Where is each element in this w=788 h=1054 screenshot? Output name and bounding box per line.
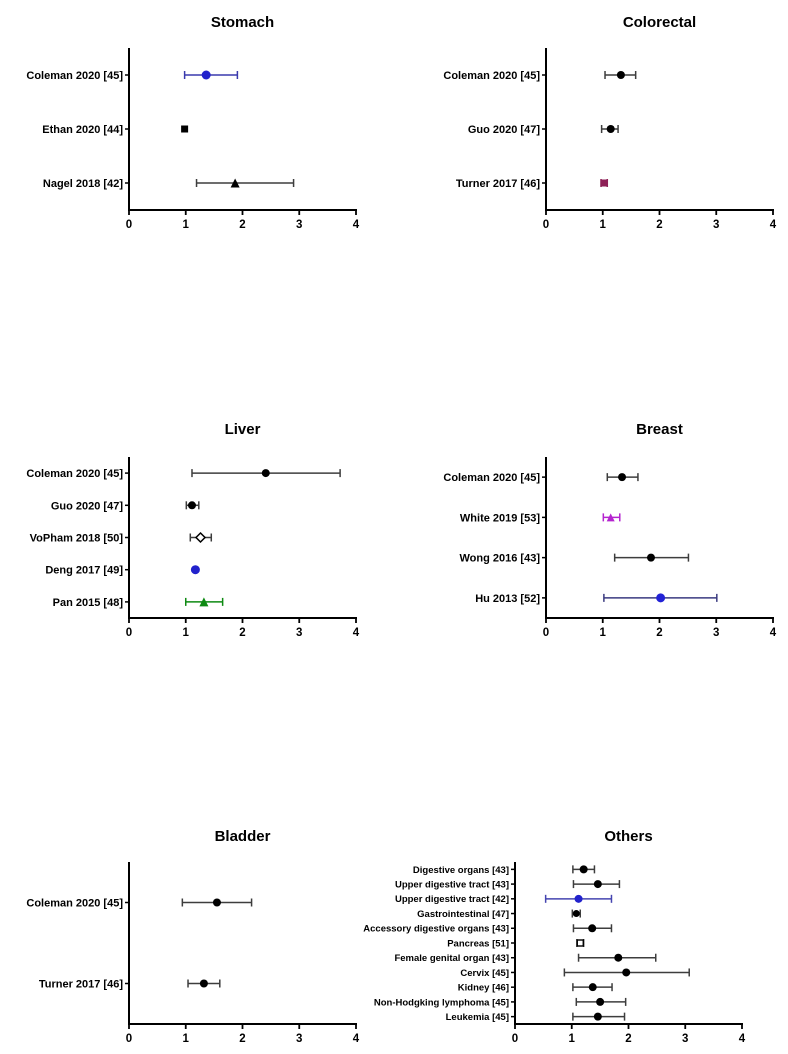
data-marker-circle <box>617 71 625 79</box>
row-label: Coleman 2020 [45] <box>443 69 540 82</box>
data-marker-circle <box>588 924 596 932</box>
row-label: Coleman 2020 [45] <box>26 468 123 481</box>
row-label: Pan 2015 [48] <box>52 596 123 609</box>
row-label: Turner 2017 [46] <box>455 177 540 190</box>
x-tick-label: 4 <box>769 627 777 639</box>
x-tick-label: 0 <box>125 219 133 231</box>
panel-others <box>363 828 746 1045</box>
row-label: Kidney [46] <box>457 982 509 994</box>
x-tick-label: 2 <box>239 627 246 639</box>
row-label: Coleman 2020 [45] <box>26 897 123 910</box>
x-tick-label: 4 <box>352 627 360 639</box>
x-tick-label: 0 <box>125 1033 133 1045</box>
panel-colorectal <box>443 14 776 231</box>
x-tick-label: 4 <box>352 219 360 231</box>
row-label: Non-Hodgking lymphoma [45] <box>373 997 509 1009</box>
row-label: Cervix [45] <box>460 967 509 979</box>
x-tick-label: 4 <box>352 1033 360 1045</box>
data-marker-circle <box>618 473 626 481</box>
x-tick-label: 2 <box>239 219 246 231</box>
data-marker-circle <box>622 968 630 976</box>
data-marker-square-open <box>577 940 583 946</box>
x-tick-label: 1 <box>599 219 606 231</box>
row-label: Upper digestive tract [43] <box>394 879 509 891</box>
row-label: Leukemia [45] <box>445 1012 509 1024</box>
data-marker-circle <box>191 565 200 574</box>
x-tick-label: 3 <box>296 627 303 639</box>
data-marker-circle <box>200 980 208 988</box>
data-marker-circle <box>575 895 583 903</box>
row-label: Digestive organs [43] <box>412 864 509 876</box>
data-marker-square <box>181 126 188 133</box>
x-tick-label: 0 <box>542 627 550 639</box>
panel-bladder <box>26 828 359 1045</box>
data-marker-circle <box>594 1013 602 1021</box>
data-marker-circle <box>188 501 196 509</box>
row-label: Female genital organ [43] <box>394 953 509 965</box>
x-tick-label: 3 <box>296 1033 303 1045</box>
row-label: Turner 2017 [46] <box>38 978 123 991</box>
x-tick-label: 0 <box>125 627 133 639</box>
data-marker-circle <box>594 880 602 888</box>
row-label: Accessory digestive organs [43] <box>363 923 509 935</box>
x-tick-label: 2 <box>656 627 663 639</box>
panel-stomach <box>26 14 359 231</box>
data-marker-circle <box>614 954 622 962</box>
data-marker-diamond-open <box>196 533 205 542</box>
x-tick-label: 1 <box>182 627 189 639</box>
data-marker-circle <box>580 865 588 873</box>
row-label: Guo 2020 [47] <box>50 500 123 513</box>
x-tick-label: 0 <box>542 219 550 231</box>
x-tick-label: 2 <box>656 219 663 231</box>
x-tick-label: 3 <box>296 219 303 231</box>
data-marker-circle <box>213 899 221 907</box>
row-label: Coleman 2020 [45] <box>26 69 123 82</box>
row-label: Coleman 2020 [45] <box>443 472 540 485</box>
row-label: Nagel 2018 [42] <box>42 177 123 190</box>
panel-title: Liver <box>224 421 261 438</box>
panel-liver <box>26 421 359 639</box>
x-tick-label: 3 <box>713 627 720 639</box>
x-tick-label: 1 <box>182 1033 189 1045</box>
data-marker-circle <box>647 554 655 562</box>
data-marker-circle <box>202 71 211 80</box>
x-tick-label: 3 <box>682 1033 689 1045</box>
x-tick-label: 4 <box>738 1033 746 1045</box>
data-marker-circle <box>589 983 597 991</box>
x-tick-label: 0 <box>511 1033 519 1045</box>
row-label: White 2019 [53] <box>459 512 540 525</box>
x-tick-label: 2 <box>625 1033 632 1045</box>
data-marker-square <box>600 180 607 187</box>
data-marker-circle <box>262 469 270 477</box>
x-tick-label: 1 <box>568 1033 575 1045</box>
data-marker-circle <box>573 910 580 917</box>
row-label: Upper digestive tract [42] <box>394 894 509 906</box>
row-label: Ethan 2020 [44] <box>42 123 123 136</box>
panel-title: Bladder <box>214 828 271 845</box>
row-label: Hu 2013 [52] <box>475 592 540 605</box>
x-tick-label: 1 <box>182 219 189 231</box>
data-marker-circle <box>607 125 615 133</box>
x-tick-label: 2 <box>239 1033 246 1045</box>
panel-title: Others <box>604 828 653 845</box>
panel-title: Breast <box>636 421 683 438</box>
data-marker-circle <box>656 593 665 602</box>
x-tick-label: 3 <box>713 219 720 231</box>
row-label: Guo 2020 [47] <box>467 123 540 136</box>
row-label: Wong 2016 [43] <box>459 552 540 565</box>
row-label: Pancreas [51] <box>447 938 509 950</box>
data-marker-circle <box>596 998 604 1006</box>
row-label: VoPham 2018 [50] <box>29 532 123 545</box>
x-tick-label: 4 <box>769 219 777 231</box>
row-label: Deng 2017 [49] <box>45 564 123 577</box>
panel-title: Colorectal <box>622 14 697 31</box>
x-tick-label: 1 <box>599 627 606 639</box>
row-label: Gastrointestinal [47] <box>417 908 509 920</box>
panel-title: Stomach <box>210 14 275 31</box>
panel-breast <box>443 421 776 639</box>
